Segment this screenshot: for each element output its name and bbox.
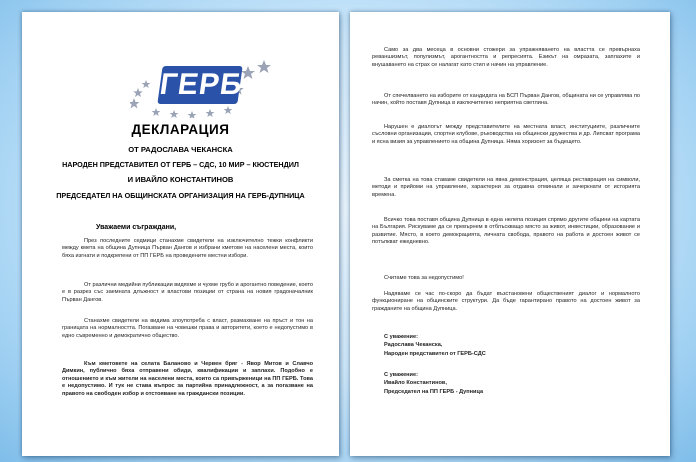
greeting: Уважаеми съграждани, (96, 224, 177, 231)
paragraph-5: Само за два месеца в основни стожери за упражняването на властта се превърнаха реваншизмът, популизмът, арогантността и репресията. Езикът на омразата, заплахите и внушаването на страх се налагат като стил и начин на управление. (372, 47, 640, 68)
coauthor-line: И ИВАЙЛО КОНСТАНТИНОВ (127, 175, 234, 184)
representative-line: НАРОДЕН ПРЕДСТАВИТЕЛ ОТ ГЕРБ – СДС, 10 МИР – КЮСТЕНДИЛ (62, 160, 299, 169)
signature-1-title: Народен представител от ГЕРБ-СДС (384, 351, 486, 357)
paragraph-8: За сметка на това ставаме свидетели на явна демонстрация, целяща реставрация на символи, методи и прийоми на управление, характерни за отдавна отминали и зачеркнати от историята времена. (372, 177, 640, 198)
signature-2-regards: С уважение: (384, 372, 418, 378)
signature-1-regards: С уважение: (384, 334, 418, 340)
paragraph-6: От спечелването на изборите от кандидата на БСП Първан Дангов, общината ни се управлява по начин, който поставя Дупница в изключително неприятна светлина. (372, 93, 640, 107)
paragraph-2: От различни медийни публикации видяхме и чухме грубо и арогантно поведение, което е в разрез със заемната длъжност и властови позиции от страна на новия градоначалник Първан Дангов. (62, 282, 313, 303)
paragraph-9: Всичко това поставя община Дупница в една нелепа позиция спрямо другите общини на картата на България. Рискуваме да се превърнем в отблъскващо място за живот, инвестиции, образование и развитие. Място, в което демокрацията, личната свобода, правото на работа и достоен живот се потъпкват ежедневно. (372, 217, 640, 246)
declaration-page-left (22, 12, 339, 456)
paragraph-3: Станахме свидетели на видима злоупотреба с власт, размахване на пръст и тон на границата на нормалността. Погазване на човешки права и авторитети, което е недопустимо в едно съвременно и демократично общество. (62, 318, 313, 339)
declaration-title: ДЕКЛАРАЦИЯ (131, 122, 230, 137)
signature-1-name: Радослава Чеканска, (384, 342, 443, 348)
gerb-logo (130, 58, 280, 118)
chair-line: ПРЕДСЕДАТЕЛ НА ОБЩИНСКАТА ОРГАНИЗАЦИЯ НА ГЕРБ-ДУПНИЦА (56, 191, 305, 200)
logo-text: ГЕРБ (157, 66, 242, 104)
signature-2-name: Ивайло Константинов, (384, 380, 447, 386)
declaration-page-right (350, 12, 670, 456)
paragraph-11: Надяваме се час по-скоро да бъдат възстановени общественият диалог и нормалното функциониране на общинските структури. Да бъде гарантирано правото на достоен живот за гражданите на община Дупница. (372, 291, 640, 312)
author-line: ОТ РАДОСЛАВА ЧЕКАНСКА (128, 145, 233, 154)
signature-2-title: Председател на ПП ГЕРБ - Дупница (384, 389, 484, 395)
paragraph-10: Считаме това за недопустимо! (384, 275, 464, 281)
paragraph-4: Към кметовете на селата Баланово и Червен бряг - Явор Митов и Славчо Димкин, публично бяха отправени обиди, квалификации и заплахи. Подобно е отношението и към жители на населени места, които са привърженици на ПП ГЕРБ. Това е недопустимо. И тук не става въпрос за партийна принадлежност, а за погазване на правото на свободен избор и отстояване на граждански позиции. (62, 361, 313, 397)
paragraph-7: Нарушен е диалогът между представителите на местната власт, институциите, различните съсловни организации, спортни клубове, ръководства на общински дружества и др. Липсват програма и ясна визия за управлението на община Дупница. Няма хоризонт за бъдещето. (372, 124, 640, 145)
paragraph-1: През последните седмици станахме свидетели на изключително тежки конфликти между кмета на община Дупница Първан Дангов и избрани кметове на населени места, които бяха изгнати и подкрепени от ПП ГЕРБ на проведените местни избори. (62, 238, 313, 259)
